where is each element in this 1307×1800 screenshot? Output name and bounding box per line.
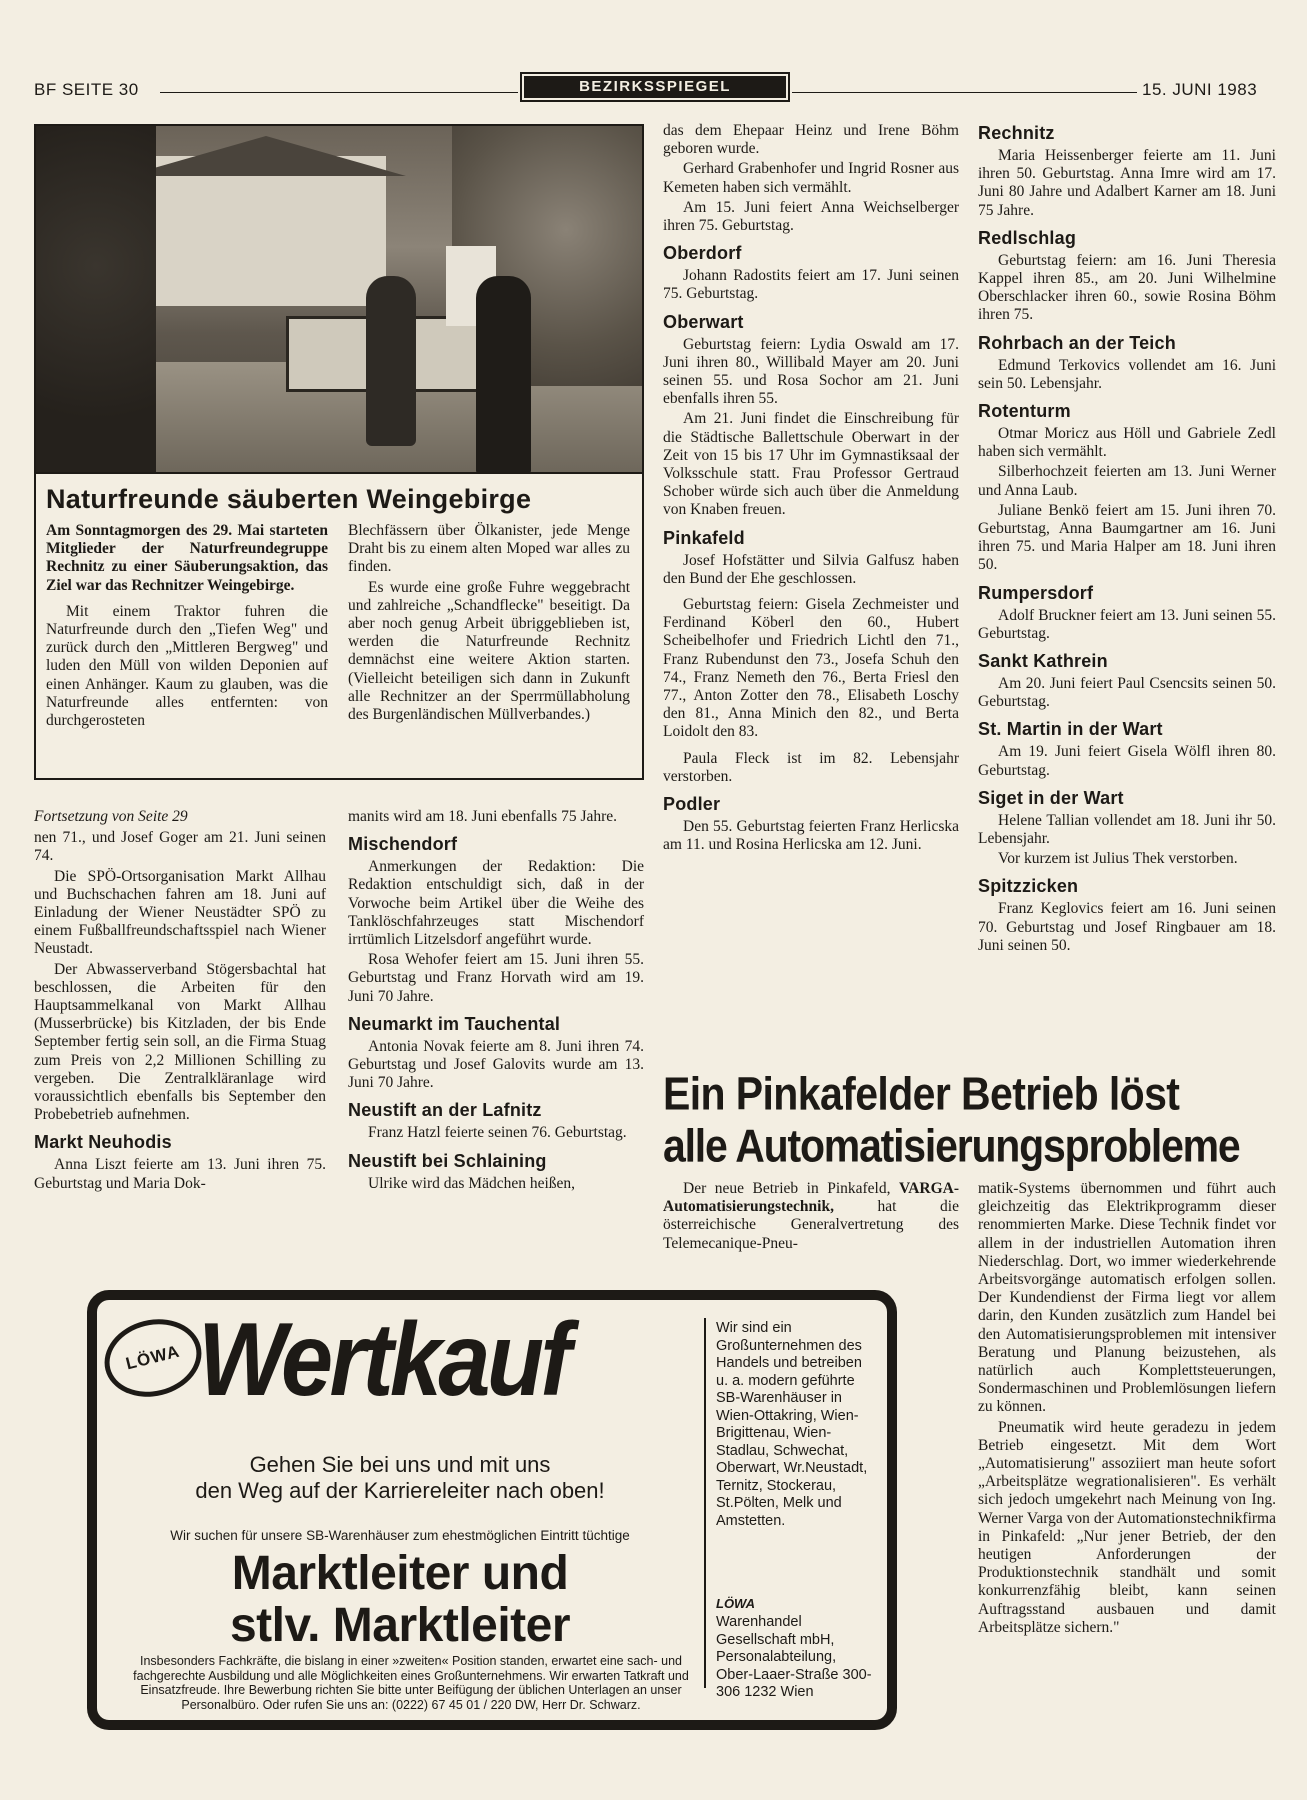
header-rule-right <box>792 92 1137 93</box>
news-para: Franz Hatzl feierte seinen 76. Geburtstag. <box>368 1124 627 1142</box>
ad-small-logo: LÖWA <box>716 1596 755 1611</box>
news-para: manits wird am 18. Juni ebenfalls 75 Jahre. <box>348 808 618 825</box>
ad-position-1: Marktleiter und <box>231 1547 569 1600</box>
news-para: Juliane Benkö feiert am 15. Juni ihren 70. Geburtstag, Anna Baumgartner am 16. Juni ihren 75. und Maria Halper am 18. Juni ihren 50. <box>978 501 1276 574</box>
issue-date: 15. JUNI 1983 <box>1142 80 1258 99</box>
section-heading: Podler <box>663 794 721 815</box>
news-para: Adolf Bruckner feiert am 13. Juni seinen 55. Geburtstag. <box>978 606 1276 642</box>
photo-article-para: Blechfässern über Ölkanister, jede Menge Draht bis zu einem alten Moped war alles zu finden. <box>348 522 630 576</box>
photo-article-headline: Naturfreunde säuberten Weingebirge <box>46 484 532 514</box>
section-heading: Rechnitz <box>978 123 1055 143</box>
column-d <box>978 122 1276 955</box>
column-b <box>348 808 644 1193</box>
news-para: Paula Fleck ist im 82. Lebensjahr verstorben. <box>663 749 959 785</box>
ad-body: Insbesonders Fachkräfte, die bislang in einer »zweiten« Position standen, erwartet eine sach- und fachgerechte Ausbildung und alle Möglichkeiten eines Großunternehmens. Wir erwarten Tatkraft und Einsatzfreude. Ihre Bewerbung richten Sie bitte unter Beifügung der üblichen Unterlagen an unser Personalbüro. Oder rufen Sie uns an: (0222) 67 45 01 / 220 DW, Herr Dr. Schwarz. <box>133 1654 689 1712</box>
company-name: VARGA-Automatisierungstechnik, <box>663 1180 959 1216</box>
section-heading: Markt Neuhodis <box>34 1132 172 1153</box>
continued-note: Fortsetzung von Seite 29 <box>34 808 188 825</box>
wertkauf-brand: Wertkauf <box>198 1302 568 1418</box>
photo-tractor-trailer-people <box>34 124 644 474</box>
news-para: Der Abwasserverband Stögersbachtal hat beschlossen, die Arbeiten für den Hauptsammelkanal von Markt Allhau (Musserbrücke) bis Kitzladen, der bis Ende September fertig sein soll, an die Firma Stuag zum Preis von 2,2 Millionen Schilling zu vergeben. Die Zentralkläranlage wird voraussichtlich ebenfalls bis September den Probebetrieb aufnehmen. <box>34 960 326 1124</box>
news-para: Geburtstag feiern: Lydia Oswald am 17. Juni ihren 80., Willibald Mayer am 20. Juni seinen 55. und Rosa Sochor am 21. Juni ebenfalls ihren 55. <box>663 335 959 408</box>
news-para: Anna Liszt feierte am 13. Juni ihren 75. Geburtstag und Maria Dok- <box>34 1156 326 1192</box>
photo-article-para: Es wurde eine große Fuhre weggebracht und zahlreiche „Schandflecke" beseitigt. Da aber noch genug Arbeit übriggeblieben ist, werden die Naturfreunde Rechnitz demnächst eine weitere Aktion starten. (Vielleicht beteiligen sich dann in Zukunft alle Rechnitzer an der Sperrmüllabholung des Burgenländischen Müllverbandes.) <box>348 578 630 724</box>
pinkafeld-headline-1: Ein Pinkafelder Betrieb löst <box>663 1068 1180 1120</box>
news-para: Am 15. Juni feiert Anna Weichselberger ihren 75. Geburtstag. <box>663 198 959 235</box>
section-banner <box>520 72 790 102</box>
section-heading: Spitzzicken <box>978 876 1079 897</box>
news-para: Am 19. Juni feiert Gisela Wölfl ihren 80. Geburtstag. <box>978 743 1276 779</box>
section-heading: Siget in der Wart <box>978 787 1124 808</box>
news-para: Otmar Moricz aus Höll und Gabriele Zedl haben sich vermählt. <box>978 425 1276 461</box>
news-para: Vor kurzem ist Julius Thek verstorben. <box>998 850 1238 868</box>
loewa-logo-text: LÖWA <box>123 1341 182 1374</box>
news-para: Franz Keglovics feiert am 16. Juni seinen 70. Geburtstag und Josef Ringbauer am 18. Juni seinen 50. <box>978 900 1276 954</box>
column-a <box>34 808 326 1193</box>
news-para: Den 55. Geburtstag feierten Franz Herlicska am 11. und Rosina Herlicska am 12. Juni. <box>663 818 959 854</box>
news-para: Helene Tallian vollendet am 18. Juni ihr 50. Lebensjahr. <box>978 811 1276 848</box>
news-para: Josef Hofstätter und Silvia Galfusz haben den Bund der Ehe geschlossen. <box>663 551 959 587</box>
news-para: Ulrike wird das Mädchen heißen, <box>368 1174 576 1192</box>
pinkafeld-lead <box>663 1180 959 1253</box>
ad-slogan-line-2: den Weg auf der Karriereleiter nach oben! <box>195 1478 605 1503</box>
photo-article-col2 <box>348 522 630 724</box>
pinkafeld-col2 <box>978 1180 1276 1637</box>
ad-search-line: Wir suchen für unsere SB-Warenhäuser zum ehestmöglichen Eintritt tüchtige <box>170 1528 630 1543</box>
header-rule-left <box>160 92 518 93</box>
news-para: Am 20. Juni feiert Paul Csencsits seinen 50. Geburtstag. <box>978 675 1276 711</box>
ad-positions <box>100 1548 700 1652</box>
ad-slogan <box>100 1452 700 1504</box>
section-heading: Neumarkt im Tauchental <box>348 1013 561 1034</box>
news-para: Edmund Terkovics vollendet am 16. Juni sein 50. Lebensjahr. <box>978 356 1276 392</box>
pinkafeld-lead-a: Der neue Betrieb in Pinkafeld, <box>683 1180 899 1197</box>
section-heading: Mischendorf <box>348 834 458 855</box>
section-heading: Oberwart <box>663 311 744 332</box>
section-heading: Rotenturm <box>978 401 1071 422</box>
page-folio: BF SEITE 30 <box>34 80 139 99</box>
news-para: Antonia Novak feierte am 8. Juni ihren 74. Geburtstag und Josef Galovits wurde am 13. Juni 70 Jahre. <box>348 1037 644 1092</box>
news-para: Johann Radostits feiert am 17. Juni seinen 75. Geburtstag. <box>663 267 959 303</box>
section-heading: Redlschlag <box>978 227 1077 248</box>
section-title: BEZIRKSSPIEGEL <box>524 76 786 98</box>
section-heading: Rohrbach an der Teich <box>978 332 1176 353</box>
news-para: das dem Ehepaar Heinz und Irene Böhm geboren wurde. <box>663 122 959 158</box>
pinkafeld-lead-b: hat die österreichische Generalvertretung des Telemecanique-Pneu- <box>663 1198 959 1252</box>
news-para: Geburtstag feiern: am 16. Juni Theresia Kappel ihren 85., am 20. Juni Wilhelmine Oberschlacker ihren 60., sowie Rosina Böhm ihren 75. <box>978 251 1276 324</box>
news-para: Anmerkungen der Redaktion: Die Redaktion entschuldigt sich, daß in der Vorwoche beim Artikel über die Weihe des Tanklöschfahrzeuges statt Mischendorf irrtümlich Litzelsdorf angeführt wurde. <box>348 858 644 949</box>
section-heading: Oberdorf <box>663 243 742 264</box>
photo-article-para: Mit einem Traktor fuhren die Naturfreunde durch den „Tiefen Weg" und zurück durch den „Mittleren Bergweg" und luden den Müll von wilden Deponien auf einen Anhänger. Kaum zu glauben, was die Naturfreunde alles entfernten: von durchgerosteten <box>46 602 328 730</box>
news-para: Pneumatik wird heute geradezu in jedem Betrieb eingesetzt. Mit dem Wort „Automatisierung" assoziiert man heute sofort „Arbeitsplätze wegrationalisieren". Es verhält sich jedoch umgekehrt nach Meinung von Ing. Werner Varga von der Automationstechnikfirma in Pinkafeld: „Nur jener Betrieb, der den heutigen Anforderungen der Produktionstechnik standhält und somit konkurrenzfähig bleibt, kann seinen Auftragsstand ausbauen und damit Arbeitsplätze sichern." <box>978 1418 1276 1636</box>
section-heading: Pinkafeld <box>663 527 745 548</box>
news-para: Gerhard Grabenhofer und Ingrid Rosner aus Kemeten haben sich vermählt. <box>663 160 959 196</box>
pinkafeld-col1 <box>663 1180 959 1253</box>
pinkafeld-headline-2: alle Automatisierungsprobleme <box>663 1120 1240 1172</box>
ad-address: Warenhandel Gesellschaft mbH, Personalabteilung, Ober-Laaer-Straße 300-306 1232 Wien <box>716 1614 872 1700</box>
ad-side-text: Wir sind ein Großunternehmen des Handels und betreiben u. a. modern geführte SB-Warenhäuser in Wien-Ottakring, Wien-Brigittenau, Wien-Stadlau, Schwechat, Oberwart, Wr.Neustadt, Ternitz, Stockerau, St.Pölten, Melk und Amstetten. <box>716 1320 868 1529</box>
section-heading: St. Martin in der Wart <box>978 719 1163 740</box>
ad-divider <box>704 1318 706 1688</box>
section-heading: Rumpersdorf <box>978 582 1094 603</box>
news-para: Silberhochzeit feierten am 13. Juni Werner und Anna Laub. <box>978 463 1276 499</box>
news-para: Am 21. Juni findet die Einschreibung für die Städtische Ballettschule Oberwart in der Zeit von 15 bis 17 Uhr im Gymnastiksaal der Volksschule statt. Frau Professor Gertraud Schober würde sich auch über die Anmeldung von Knaben freuen. <box>663 410 959 519</box>
news-para: Geburtstag feiern: Gisela Zechmeister und Ferdinand Köberl den 60., Hubert Scheibelhofer und Friedrich Lichtl den 71., Franz Rubendunst den 73., Josefa Schuh den 74., Franz Nemeth den 76., Berta Friesl den 77., Anton Zotter den 78., Elisabeth Loschy den 81., Anna Minich den 82., und Berta Loidolt den 83. <box>663 596 959 741</box>
photo-article-lead: Am Sonntagmorgen des 29. Mai starteten Mitglieder der Naturfreundegruppe Rechnitz zu einer Säuberungsaktion, das Ziel war das Rechnitzer Weingebirge. <box>46 522 328 594</box>
section-heading: Neustift an der Lafnitz <box>348 1100 542 1121</box>
news-para: Die SPÖ-Ortsorganisation Markt Allhau und Buchschachen fahren am 18. Juni auf Einladung der Wiener Neustädter SPÖ zu einem Fußballfreundschaftsspiel nach Wiener Neustadt. <box>34 867 326 958</box>
section-heading: Neustift bei Schlaining <box>348 1150 547 1171</box>
news-para: Rosa Wehofer feiert am 15. Juni ihren 55. Geburtstag und Franz Horvath wird am 19. Juni 70 Jahre. <box>348 951 644 1005</box>
news-para: nen 71., und Josef Goger am 21. Juni seinen 74. <box>34 829 326 865</box>
ad-position-2: stlv. Marktleiter <box>229 1599 571 1652</box>
photo-article-col1 <box>46 522 328 730</box>
news-para: matik-Systems übernommen und führt auch gleichzeitig das Elektrikprogramm dieser renommierten Marke. Diese Technik findet vor allem in der industriellen Automation ihren Niederschlag. Dort, wo immer wiederkehrende Arbeitsvorgänge automatisch erfolgen sollen. Der Kundendienst der Firma liegt vor allem darin, den Kunden zusätzlich zum Handel bei den Automatisierungsproblemen mit intensiver Beratung und Planung beizustehen, als natürlich auch Komplettsteuerungen, Sondermaschinen und Problemlösungen liefern zu können. <box>978 1180 1276 1416</box>
section-heading: Sankt Kathrein <box>978 651 1108 672</box>
news-para: Maria Heissenberger feierte am 11. Juni ihren 50. Geburtstag. Anna Imre wird am 17. Juni 80 Jahre und Adalbert Karner am 18. Juni 75 Jahre. <box>978 147 1276 219</box>
ad-slogan-line-1: Gehen Sie bei uns und mit uns <box>249 1452 551 1477</box>
column-c <box>663 122 959 855</box>
